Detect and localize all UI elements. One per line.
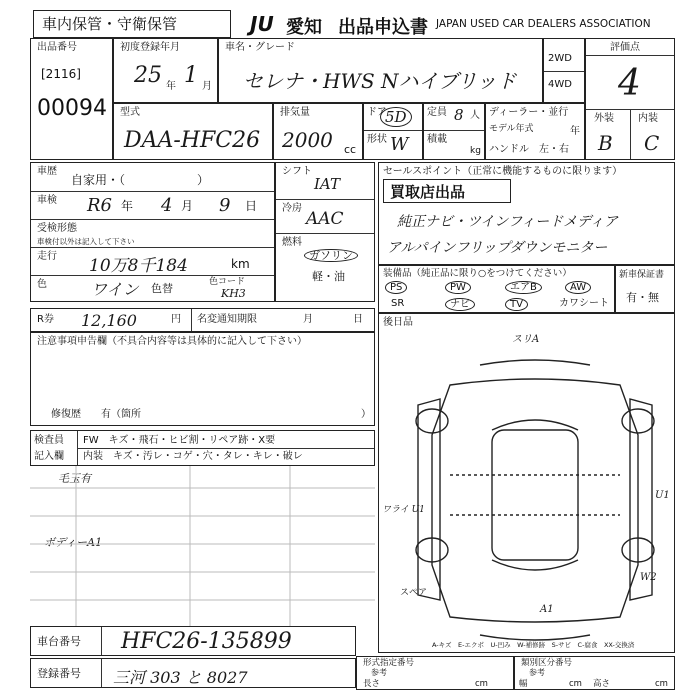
handle-label: ハンドル 左・右 xyxy=(489,144,569,155)
mileage-unit: km xyxy=(231,257,250,271)
shift-fuel-box xyxy=(275,162,375,302)
length-label: 長さ xyxy=(363,679,381,689)
equip-sr: SR xyxy=(391,298,405,309)
shaken-day: 9 xyxy=(219,195,231,216)
first-reg-label: 初度登録年月 xyxy=(120,42,180,53)
format-ref: 参考 xyxy=(371,668,387,677)
inspector-label-1: 検査員 xyxy=(34,435,64,446)
lot-bracket: [2116] xyxy=(41,67,81,81)
sales-point-box xyxy=(378,162,675,265)
inspection-note: 車検付以外は記入して下さい xyxy=(37,237,135,246)
recycle-unit: 円 xyxy=(171,314,181,325)
history-label: 車歴 xyxy=(37,166,57,177)
grade-label: 評価点 xyxy=(610,42,640,53)
inspection-label: 受検形態 xyxy=(37,223,77,234)
sales-point-label: セールスポイント（正常に機能するものに限ります） xyxy=(383,166,623,177)
door-label: ドア xyxy=(367,107,387,118)
lot-number: 00094 xyxy=(37,96,107,121)
equip-seat: カワシート xyxy=(559,298,609,309)
format-label: 形式指定番号 xyxy=(363,658,415,668)
aircon-label: 冷房 xyxy=(282,203,302,214)
displacement-box xyxy=(273,103,363,160)
ext-label: 外装 xyxy=(594,113,614,124)
door-value: 5D xyxy=(380,107,412,127)
plate-box xyxy=(30,658,356,688)
load-label: 積載 xyxy=(427,134,447,145)
notes-box xyxy=(30,332,375,426)
repair-close: ） xyxy=(361,409,371,420)
capacity-label: 定員 xyxy=(427,107,447,118)
mileage-label: 走行 xyxy=(37,251,57,262)
fuel-label: 燃料 xyxy=(282,237,302,248)
mark-right-u1: U1 xyxy=(655,490,670,501)
association-name: JAPAN USED CAR DEALERS ASSOCIATION xyxy=(436,18,651,30)
color-label: 色 xyxy=(37,279,47,290)
chassis-label: 車台番号 xyxy=(37,635,81,648)
model-name-box xyxy=(218,38,543,103)
plate-value: 三河 303 と 8027 xyxy=(113,668,248,687)
capacity-box xyxy=(423,103,485,160)
color-code-label: 色コード xyxy=(209,277,246,287)
color-value: ワイン xyxy=(91,280,139,299)
class-ref: 参考 xyxy=(529,668,545,677)
repair-label: 修復歴 有（箇所 xyxy=(51,409,141,420)
shape-value: W xyxy=(390,134,409,155)
aircon-value: AAC xyxy=(306,209,344,229)
equip-pw: PW xyxy=(445,281,471,294)
storage-label: 車内保管・守衛保管 xyxy=(42,15,178,33)
equip-airbag: エアB xyxy=(505,281,542,294)
first-reg-year-unit: 年 xyxy=(166,81,176,92)
car-damage-diagram xyxy=(400,355,670,645)
inspector-fw-row: FW キズ・飛石・ヒビ割・リペア跡・X要 xyxy=(83,435,276,446)
inspector-label-2: 記入欄 xyxy=(34,451,64,462)
drive-2wd: 2WD xyxy=(548,53,572,64)
shape-label: 形状 xyxy=(367,134,387,145)
tax-d: 日 xyxy=(353,314,363,325)
sales-line-2: アルパインフリップダウンモニター xyxy=(387,240,608,256)
tax-label: 名変通知期限 xyxy=(197,314,257,325)
warranty-value: 有・無 xyxy=(626,291,659,304)
first-reg-month-unit: 月 xyxy=(202,81,212,92)
first-reg-month: 1 xyxy=(184,63,198,88)
dealer-label: ディーラー・並行 xyxy=(489,107,569,118)
inspector-box xyxy=(30,430,375,466)
class-label: 類別区分番号 xyxy=(521,658,573,668)
displacement-unit: cc xyxy=(344,143,357,156)
height-label: 高さ xyxy=(593,679,611,689)
type-label: 型式 xyxy=(120,107,140,118)
shift-value: IAT xyxy=(314,175,340,193)
shift-label: シフト xyxy=(282,166,312,177)
history-value: 自家用・（ ） xyxy=(71,173,210,187)
sheet-title: 出品申込書 xyxy=(338,17,428,38)
model-name-value: セレナ・HWS Nハイブリッド xyxy=(243,69,517,93)
dealer-box xyxy=(485,103,585,160)
model-year-label: モデル年式 xyxy=(489,124,534,134)
notes-label: 注意事項申告欄（不具合内容等は具体的に記入して下さい） xyxy=(37,336,307,347)
width-label: 幅 xyxy=(519,679,528,689)
spare-label: スペア xyxy=(400,588,428,598)
mark-scratch-top: スリA xyxy=(512,334,540,345)
shaken-month: 4 xyxy=(161,195,173,216)
mark-left-u1: ワライ U1 xyxy=(382,505,425,515)
recycle-box xyxy=(30,308,375,332)
model-year-unit: 年 xyxy=(570,126,580,137)
displacement-label: 排気量 xyxy=(280,107,310,118)
door-shape-box xyxy=(363,103,423,160)
fuel-gas: ガソリン xyxy=(304,249,358,262)
shaken-y: 年 xyxy=(121,199,134,213)
type-box xyxy=(113,103,273,160)
inspector-note-2: ボディーA1 xyxy=(44,536,103,549)
equip-ps: PS xyxy=(385,281,407,294)
grade-value: 4 xyxy=(618,63,641,104)
back-label: 後日品 xyxy=(383,317,413,328)
model-name-label: 車名・グレード xyxy=(225,42,295,53)
load-unit: kg xyxy=(470,146,481,156)
first-reg-year: 25 xyxy=(134,63,162,88)
inspector-grid xyxy=(30,466,375,626)
storage-label-box xyxy=(33,10,231,38)
history-box xyxy=(30,162,275,302)
lot-box xyxy=(30,38,113,160)
recycle-label: R券 xyxy=(37,314,54,325)
int-grade: C xyxy=(644,131,660,155)
drive-box xyxy=(543,38,585,103)
mileage-value: 10万8千184 xyxy=(89,256,188,276)
tax-m: 月 xyxy=(303,314,313,325)
ext-grade: B xyxy=(598,131,613,155)
height-cm: cm xyxy=(655,679,668,689)
ju-logo-mark: JU xyxy=(250,12,274,36)
int-label: 内装 xyxy=(638,113,658,124)
grade-box xyxy=(585,38,675,160)
buyer-text: 買取店出品 xyxy=(390,183,466,201)
drive-4wd: 4WD xyxy=(548,79,572,90)
warranty-label: 新車保証書 xyxy=(619,270,665,280)
inspector-note-1: 毛玉有 xyxy=(58,472,91,485)
damage-legend: A-キズ E-エクボ U-凹み W-補修跡 S-サビ C-腐食 XX-交換済 xyxy=(432,641,635,649)
color-code-value: KH3 xyxy=(221,287,246,300)
buyer-badge xyxy=(383,179,511,203)
recycle-value: 12,160 xyxy=(81,311,137,330)
mark-a1: A1 xyxy=(540,604,554,615)
fuel-light-oil: 軽・油 xyxy=(312,270,345,283)
ju-logo xyxy=(250,12,274,36)
inspector-int-row: 内装 キズ・汚レ・コゲ・穴・タレ・キレ・破レ xyxy=(83,451,303,462)
equipment-box xyxy=(378,265,615,313)
capacity-unit: 人 xyxy=(470,110,480,121)
shaken-d: 日 xyxy=(245,199,258,213)
length-cm: cm xyxy=(475,679,488,689)
shaken-year: R6 xyxy=(87,195,113,216)
warranty-box xyxy=(615,265,675,313)
chassis-value: HFC26-135899 xyxy=(121,629,292,654)
format-box xyxy=(356,656,514,690)
capacity-value: 8 xyxy=(454,106,464,124)
color-change-label: 色替 xyxy=(151,282,173,295)
shaken-m: 月 xyxy=(181,199,194,213)
first-reg-box xyxy=(113,38,218,103)
equipment-label: 装備品（純正品に限り○をつけてください） xyxy=(383,268,572,279)
equip-aw: AW xyxy=(565,281,591,294)
chassis-box xyxy=(30,626,356,656)
plate-label: 登録番号 xyxy=(37,667,81,680)
lot-label: 出品番号 xyxy=(37,42,77,53)
shaken-label: 車検 xyxy=(37,195,57,206)
equip-navi: ナビ xyxy=(445,298,475,311)
mark-w2: W2 xyxy=(640,572,657,583)
org-name: 愛知 xyxy=(286,17,322,38)
displacement-value: 2000 xyxy=(282,128,333,152)
class-box xyxy=(514,656,675,690)
width-cm: cm xyxy=(569,679,582,689)
type-value: DAA-HFC26 xyxy=(124,128,261,153)
sales-line-1: 純正ナビ・ツインフィードメディア xyxy=(397,214,618,230)
equip-tv: TV xyxy=(505,298,528,311)
